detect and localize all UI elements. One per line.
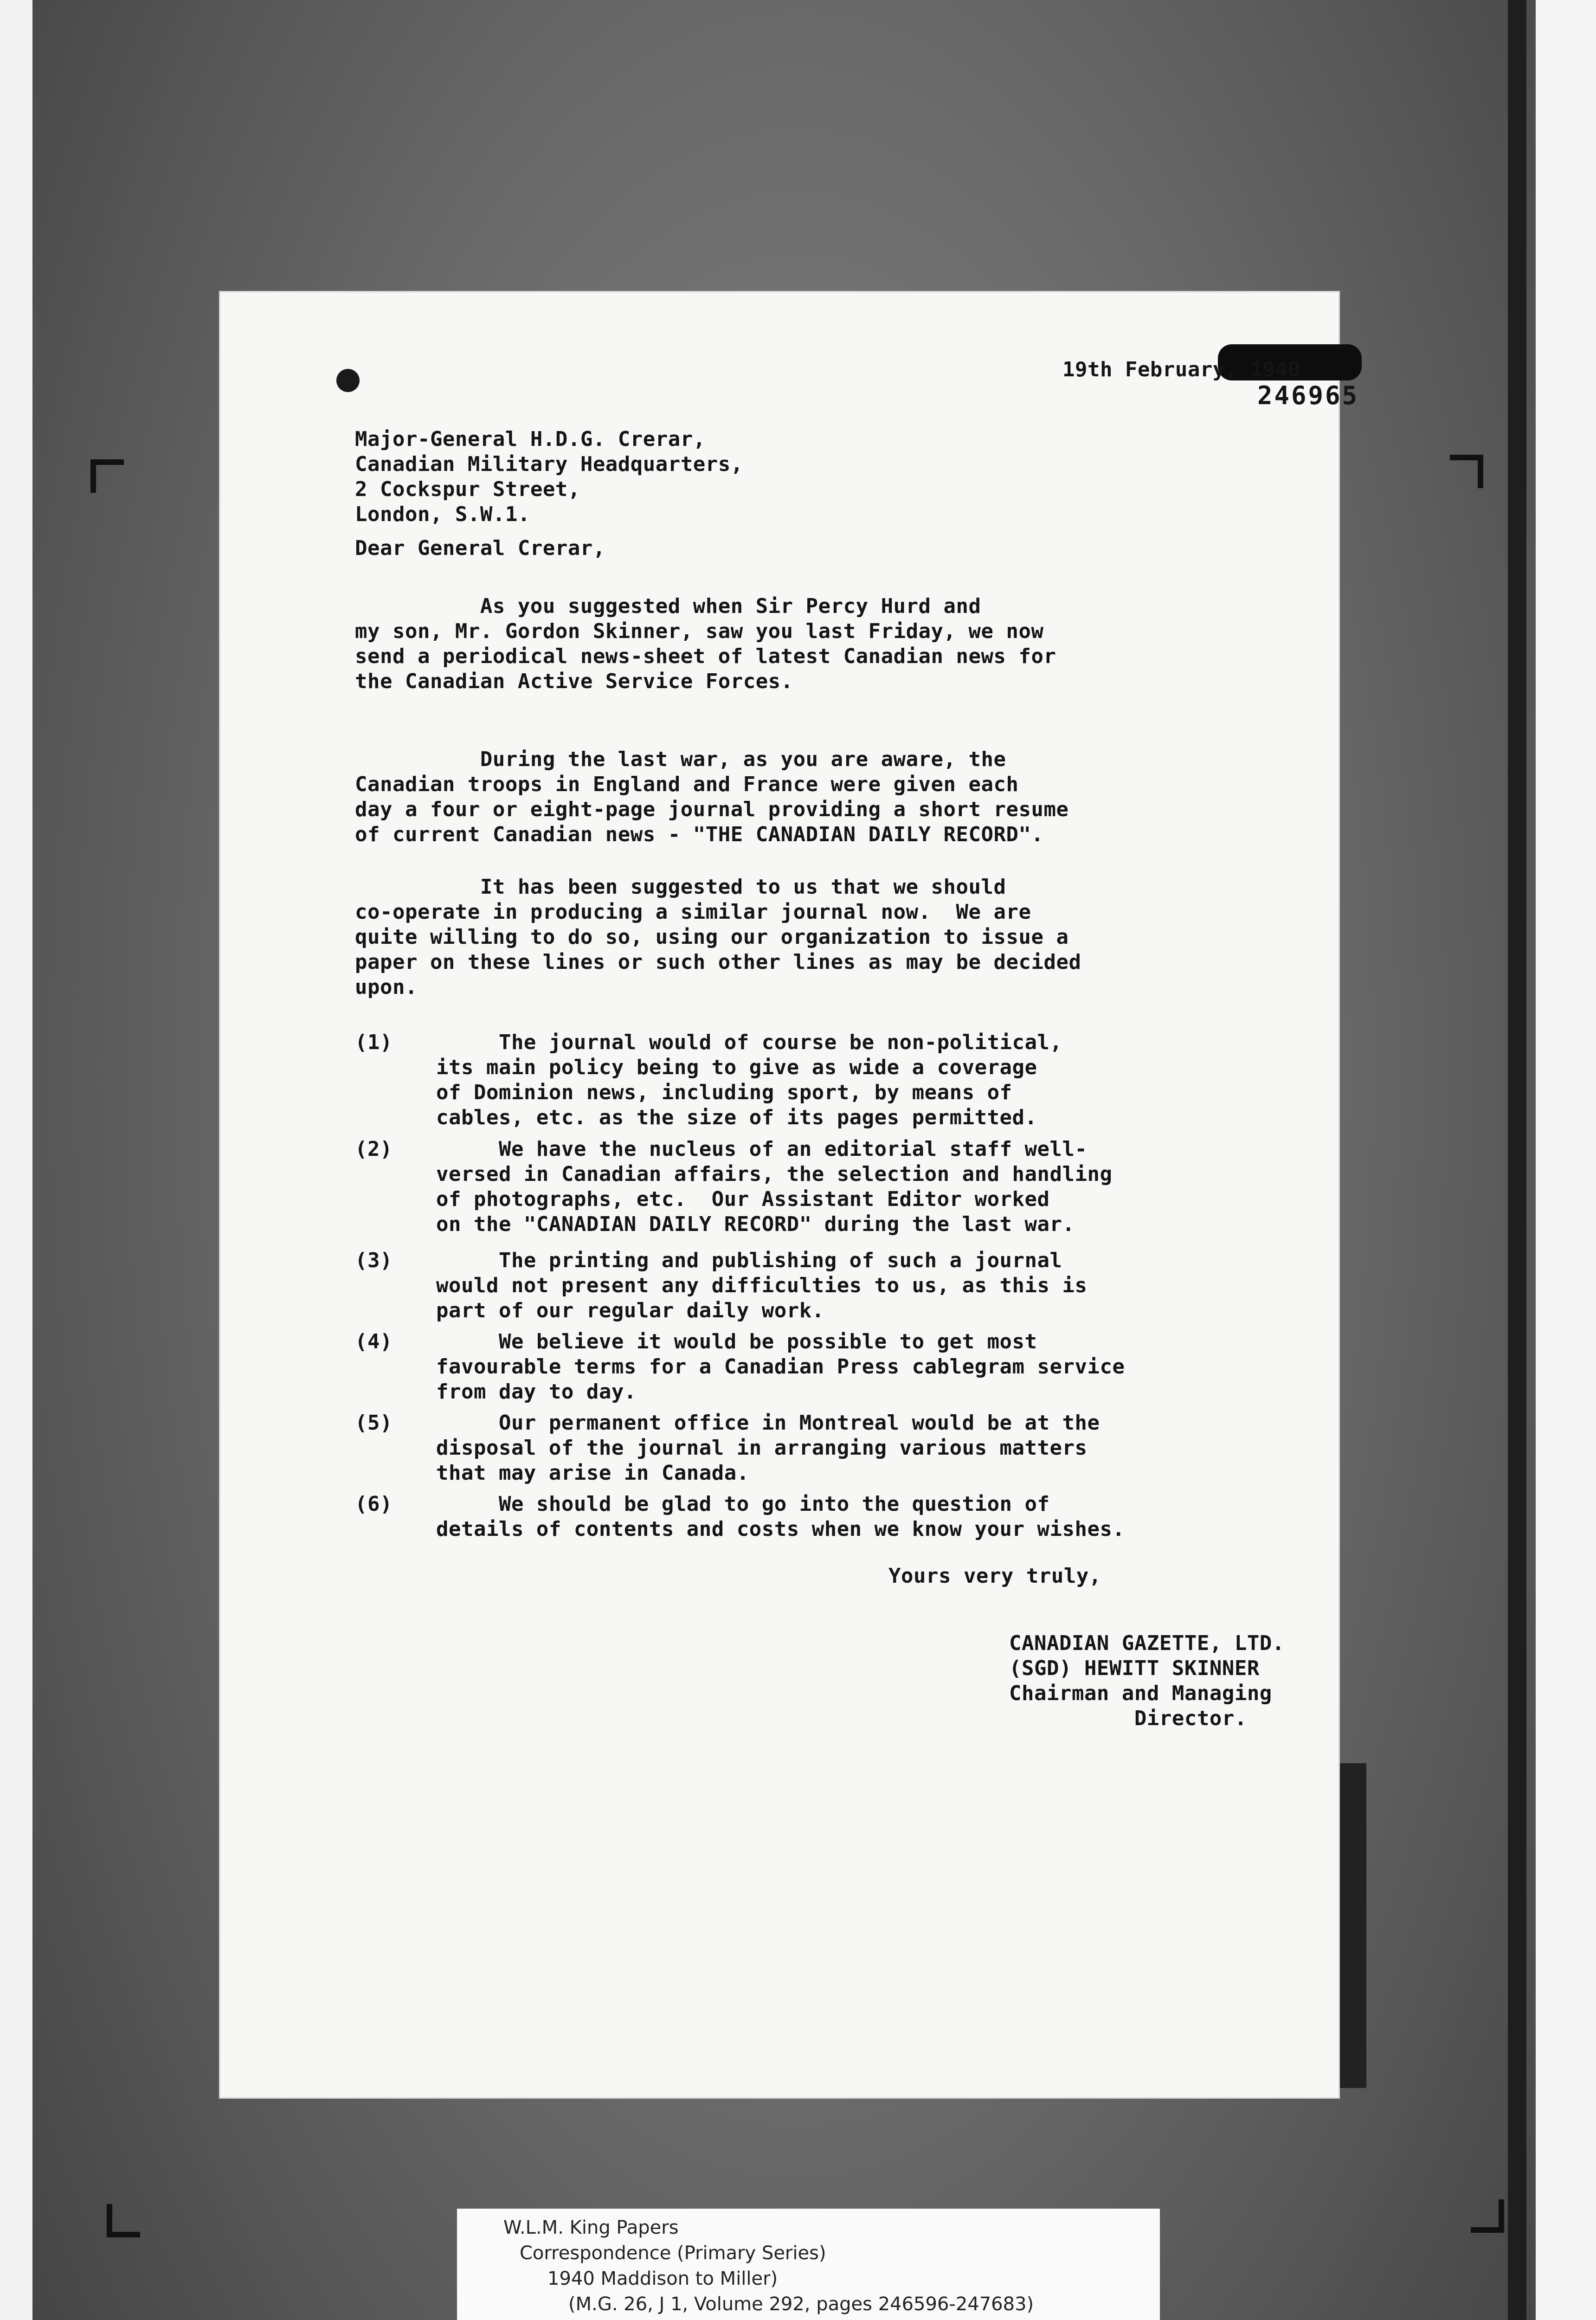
- text-line: The journal would of course be non-political,: [436, 1031, 1062, 1054]
- registration-mark-bottom-right: [1471, 2199, 1504, 2233]
- paragraph: [355, 747, 1274, 847]
- text-line: upon.: [355, 975, 418, 999]
- text-line: of Dominion news, including sport, by means of: [436, 1081, 1012, 1104]
- text-line: disposal of the journal in arranging various matters: [436, 1436, 1088, 1460]
- text-line: the Canadian Active Service Forces.: [355, 670, 793, 693]
- letter-page: [220, 292, 1359, 2097]
- item-number: (2): [355, 1137, 393, 1161]
- text-line: We believe it would be possible to get most: [436, 1330, 1037, 1353]
- text-line: that may arise in Canada.: [436, 1461, 749, 1485]
- recipient-address: [355, 427, 743, 527]
- text-line: As you suggested when Sir Percy Hurd and: [355, 594, 981, 618]
- address-line: London, S.W.1.: [355, 503, 530, 526]
- item-text: [436, 1248, 1088, 1323]
- film-edge-right: [1536, 0, 1596, 2320]
- text-line: favourable terms for a Canadian Press cablegram service: [436, 1355, 1125, 1379]
- text-line: We have the nucleus of an editorial staff well-: [436, 1137, 1088, 1161]
- text-line: on the "CANADIAN DAILY RECORD" during the last war.: [436, 1212, 1075, 1236]
- item-text: [436, 1137, 1112, 1237]
- text-line: part of our regular daily work.: [436, 1299, 824, 1322]
- text-line: The printing and publishing of such a journal: [436, 1249, 1062, 1272]
- signature-block: [1009, 1631, 1285, 1731]
- item-text: [436, 1492, 1125, 1542]
- letter-date: 19th February, 1940: [1062, 358, 1300, 381]
- text-line: of current Canadian news - "THE CANADIAN DAILY RECORD".: [355, 823, 1044, 846]
- signature-line: Chairman and Managing: [1009, 1682, 1272, 1705]
- registration-mark-top-left: [90, 459, 124, 493]
- text-line: its main policy being to give as wide a coverage: [436, 1056, 1037, 1079]
- item-text: [436, 1411, 1100, 1486]
- document-number: 246965: [1257, 381, 1359, 410]
- paper-shadow: [1339, 1763, 1366, 2088]
- item-number: (6): [355, 1492, 393, 1516]
- paragraph: [355, 875, 1274, 1000]
- text-line: During the last war, as you are aware, the: [355, 748, 1006, 771]
- text-line: paper on these lines or such other lines as may be decided: [355, 950, 1081, 974]
- film-edge-shadow: [1508, 0, 1526, 2320]
- registration-mark-top-right: [1450, 455, 1483, 488]
- text-line: quite willing to do so, using our organization to issue a: [355, 925, 1069, 949]
- item-number: (4): [355, 1330, 393, 1353]
- text-line: cables, etc. as the size of its pages permitted.: [436, 1106, 1037, 1129]
- signature-line: (SGD) HEWITT SKINNER: [1009, 1656, 1260, 1680]
- label-line: W.L.M. King Papers: [503, 2217, 679, 2238]
- paragraph: [355, 594, 1274, 694]
- text-line: my son, Mr. Gordon Skinner, saw you last Friday, we now: [355, 619, 1044, 643]
- text-line: of photographs, etc. Our Assistant Editor worked: [436, 1187, 1050, 1211]
- item-text: [436, 1329, 1125, 1405]
- text-line: We should be glad to go into the question of: [436, 1492, 1050, 1516]
- item-number: (5): [355, 1411, 393, 1435]
- punch-hole: [336, 369, 360, 392]
- text-line: from day to day.: [436, 1380, 637, 1404]
- item-text: [436, 1030, 1062, 1130]
- text-line: Our permanent office in Montreal would be at the: [436, 1411, 1100, 1435]
- text-line: would not present any difficulties to us, as this is: [436, 1274, 1088, 1297]
- address-line: Major-General H.D.G. Crerar,: [355, 427, 706, 451]
- label-line: 1940 Maddison to Miller): [547, 2268, 778, 2289]
- address-line: 2 Cockspur Street,: [355, 477, 580, 501]
- salutation: Dear General Crerar,: [355, 536, 605, 560]
- signature-line: Director.: [1009, 1707, 1247, 1730]
- item-number: (3): [355, 1249, 393, 1272]
- label-line: Correspondence (Primary Series): [520, 2243, 826, 2264]
- label-line: (M.G. 26, J 1, Volume 292, pages 246596-247683): [568, 2294, 1034, 2315]
- text-line: send a periodical news-sheet of latest Canadian news for: [355, 644, 1056, 668]
- film-edge-left: [0, 0, 32, 2320]
- text-line: details of contents and costs when we know your wishes.: [436, 1517, 1125, 1541]
- address-line: Canadian Military Headquarters,: [355, 452, 743, 476]
- text-line: co-operate in producing a similar journal now. We are: [355, 900, 1031, 924]
- text-line: versed in Canadian affairs, the selection and handling: [436, 1162, 1113, 1186]
- text-line: day a four or eight-page journal providing a short resume: [355, 798, 1069, 821]
- text-line: It has been suggested to us that we should: [355, 875, 1006, 899]
- archive-reference-label: [457, 2209, 1160, 2320]
- registration-mark-bottom-left: [107, 2204, 140, 2237]
- closing: Yours very truly,: [888, 1564, 1101, 1588]
- signature-line: CANADIAN GAZETTE, LTD.: [1009, 1631, 1285, 1655]
- text-line: Canadian troops in England and France were given each: [355, 773, 1019, 796]
- item-number: (1): [355, 1031, 393, 1054]
